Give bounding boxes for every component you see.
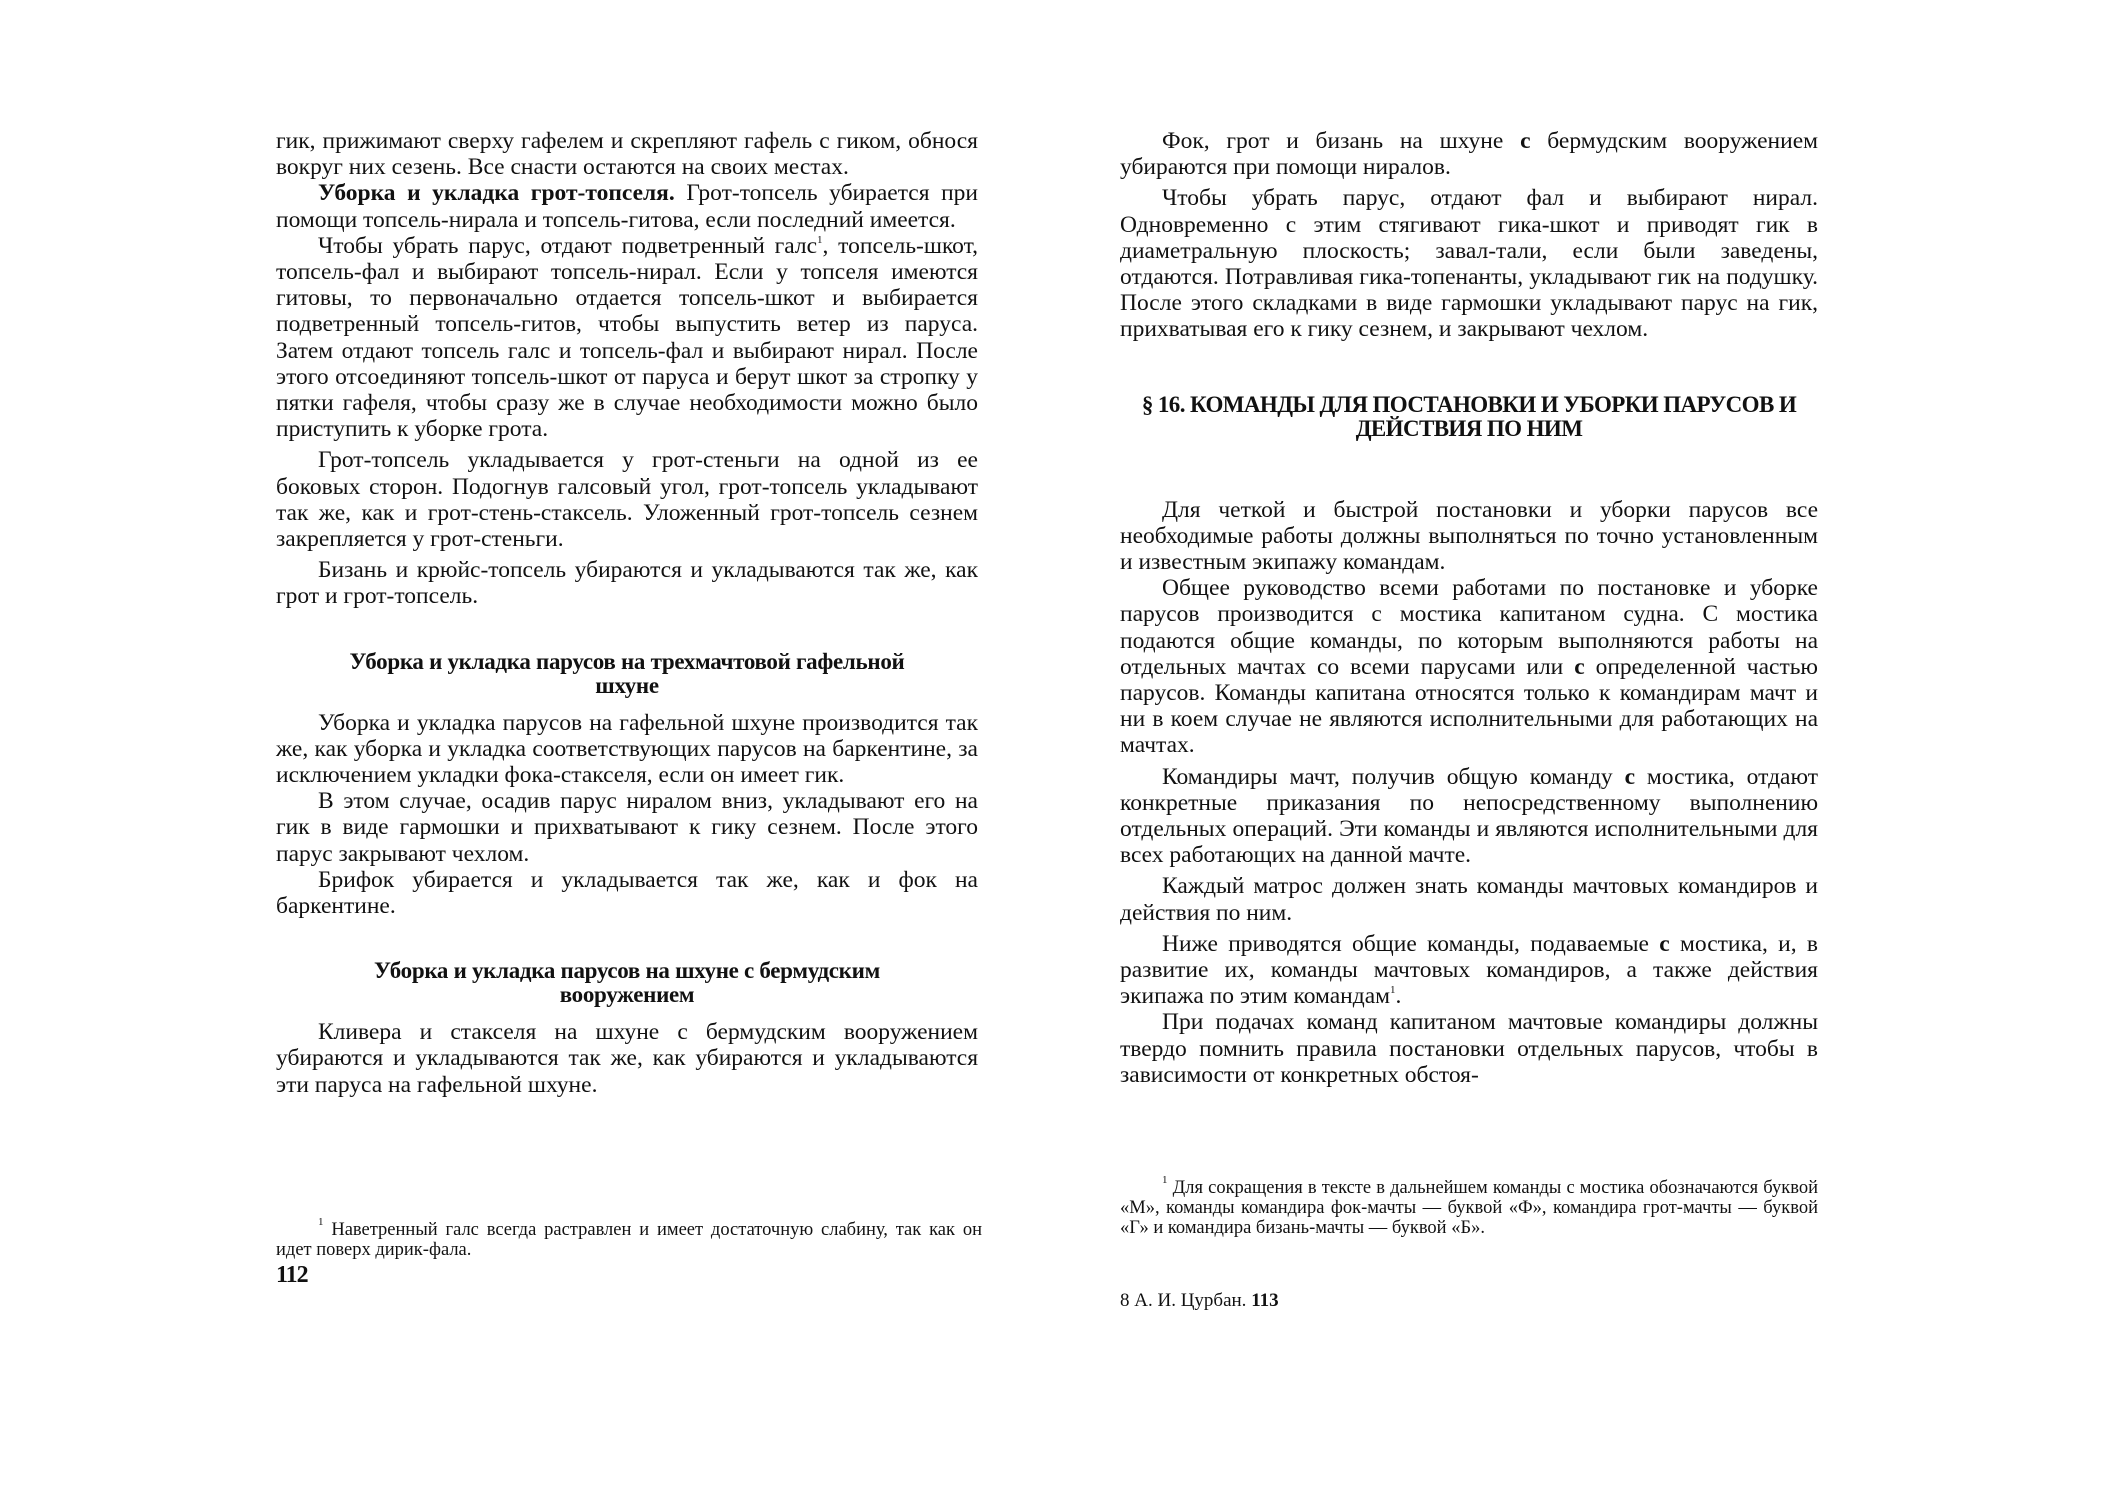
left-page bbox=[0, 0, 1052, 1489]
paragraph-text: Ниже приводятся общие команды, подаваемые bbox=[1162, 930, 1660, 957]
paragraph-text: , топсель-шкот, топсель-фал и выбирают топсель-нирал. Если у топселя имеются гитовы, то первоначально отдается топсель-шкот и выбирается подветренный топсель-гитов, чтобы выпустить ветер из паруса. Затем отдают топсель галс и топсель-фал и выбирают нирал. После этого отсоединяют топсель-шкот от паруса и берут шкот за стропку у пятки гафеля, чтобы сразу же в случае необходимости можно было приступить к уборке грота. bbox=[276, 232, 978, 443]
footnote-body: Наветренный галс всегда растравлен и имеет достаточную слабину, так как он идет поверх дирик-фала. bbox=[276, 1220, 982, 1260]
page-number: 113 bbox=[1251, 1290, 1279, 1311]
paragraph: Каждый матрос должен знать команды мачтовых командиров и действия по ним. bbox=[1120, 873, 1818, 926]
bold-preposition: с bbox=[1624, 763, 1636, 790]
right-page bbox=[1052, 0, 2105, 1489]
footnote-body: Для сокращения в тексте в дальнейшем команды с мостика обозначаются буквой «М», команды командира фок-мачты — буквой «Ф», командира грот-мачты — буквой «Г» и командира бизань-мачты — буквой «Б». bbox=[1120, 1178, 1818, 1238]
left-page-body bbox=[276, 128, 978, 1098]
paragraph bbox=[1120, 128, 1818, 180]
paragraph-text: мостика, и, в развитие их, команды мачтовых командиров, а также действия экипажа по этим командам bbox=[1120, 930, 1818, 1010]
paragraph: Для четкой и быстрой постановки и уборки парусов все необходимые работы должны выполняться по точно установленным и известным экипажу командам. bbox=[1120, 496, 1818, 576]
footnote-ref[interactable]: 1 bbox=[1390, 984, 1396, 997]
footnote bbox=[1120, 1174, 1818, 1238]
page-number: 112 bbox=[276, 1262, 308, 1288]
footnote bbox=[276, 1216, 982, 1260]
paragraph: Брифок убирается и укладывается так же, как и фок на баркентине. bbox=[276, 866, 978, 920]
paragraph bbox=[276, 180, 978, 232]
paragraph: При подачах команд капитаном мачтовые командиры должны твердо помнить правила постановки отдельных парусов, чтобы в зависимости от конкретных обстоя- bbox=[1120, 1009, 1818, 1088]
section-heading: § 16. КОМАНДЫ ДЛЯ ПОСТАНОВКИ И УБОРКИ ПАРУСОВ И ДЕЙСТВИЯ ПО НИМ bbox=[1141, 391, 1797, 441]
paragraph: Бизань и крюйс-топсель убираются и укладываются так же, как грот и грот-топсель. bbox=[276, 557, 978, 610]
footnote-text bbox=[1120, 1174, 1818, 1238]
paragraph bbox=[1120, 575, 1818, 758]
bold-preposition: с bbox=[1520, 128, 1531, 154]
subsection-heading: Уборка и укладка парусов на шхуне с бермудским вооружением bbox=[374, 958, 880, 1008]
subsection-heading: Уборка и укладка парусов на трехмачтовой гафельной шхуне bbox=[349, 648, 905, 698]
footnote-mark: 1 bbox=[1162, 1174, 1168, 1186]
footnote-ref[interactable]: 1 bbox=[817, 233, 823, 246]
page-footer bbox=[1120, 1290, 1279, 1312]
paragraph-text: мостика, отдают конкретные приказания по непосредственному выполнению отдельных операций. Эти команды и являются исполнительными для всех работающих на данной мачте. bbox=[1120, 763, 1818, 869]
paragraph: Уборка и укладка парусов на гафельной шхуне производится так же, как уборка и укладка соответствующих парусов на баркентине, за исключением укладки фока-стакселя, если он имеет гик. bbox=[276, 709, 978, 789]
paragraph: В этом случае, осадив парус ниралом вниз, укладывают его на гик в виде гармошки и прихватывают к гику сезнем. После этого парус закрывают чехлом. bbox=[276, 788, 978, 867]
signature-mark: 8 А. И. Цурбан. bbox=[1120, 1290, 1247, 1311]
paragraph-text: Чтобы убрать парус, отдают подветренный галс bbox=[318, 232, 818, 259]
paragraph: гик, прижимают сверху гафелем и скрепляют гафель с гиком, обнося вокруг них сезень. Все снасти остаются на своих местах. bbox=[276, 128, 978, 181]
paragraph: Грот-топсель укладывается у грот-стеньги на одной из ее боковых сторон. Подогнув галсовый угол, грот-топсель укладывают так же, как и грот-стень-стаксель. Уложенный грот-топсель сезнем закрепляется у грот-стеньги. bbox=[276, 447, 978, 553]
inline-heading: Уборка и укладка грот-топселя. bbox=[318, 180, 675, 207]
footnote-text bbox=[276, 1216, 982, 1260]
footnote-mark: 1 bbox=[318, 1216, 324, 1228]
paragraph-text: бермудским вооружением убираются при помощи ниралов. bbox=[1120, 128, 1818, 181]
paragraph: Кливера и стакселя на шхуне с бермудским вооружением убираются и укладываются так же, как убираются и укладываются эти паруса на гафельной шхуне. bbox=[276, 1019, 978, 1098]
paragraph-text: Общее руководство всеми работами по постановке и уборке парусов производится с мостика капитаном судна. С мостика подаются общие команды, по которым выполняются работы на отдельных мачтах со всеми парусами или bbox=[1120, 575, 1818, 680]
paragraph-text: определенной частью парусов. Команды капитана относятся только к командирам мачт и ни в коем случае не являются исполнительными для работающих на мачтах. bbox=[1120, 653, 1818, 759]
paragraph bbox=[1120, 931, 1818, 1010]
bold-preposition: с bbox=[1574, 653, 1585, 680]
paragraph-text: . bbox=[1395, 983, 1402, 1010]
paragraph bbox=[276, 233, 978, 443]
paragraph-text: Грот-топсель убирается при помощи топсель-нирала и топсель-гитова, если последний имеется. bbox=[276, 180, 978, 233]
paragraph-text: Командиры мачт, получив общую команду bbox=[1162, 763, 1625, 790]
right-page-body bbox=[1120, 128, 1818, 1088]
paragraph: Чтобы убрать парус, отдают фал и выбирают нирал. Одновременно с этим стягивают гика-шкот и приводят гик в диаметральную плоскость; завал-тали, если были заведены, отдаются. Потравливая гика-топенанты, укладывают гик на подушку. После этого складками в виде гармошки укладывают парус на гик, прихватывая его к гику сезнем, и закрывают чехлом. bbox=[1120, 185, 1818, 343]
paragraph-text: Фок, грот и бизань на шхуне bbox=[1162, 128, 1521, 154]
paragraph bbox=[1120, 764, 1818, 869]
bold-preposition: с bbox=[1659, 930, 1670, 957]
